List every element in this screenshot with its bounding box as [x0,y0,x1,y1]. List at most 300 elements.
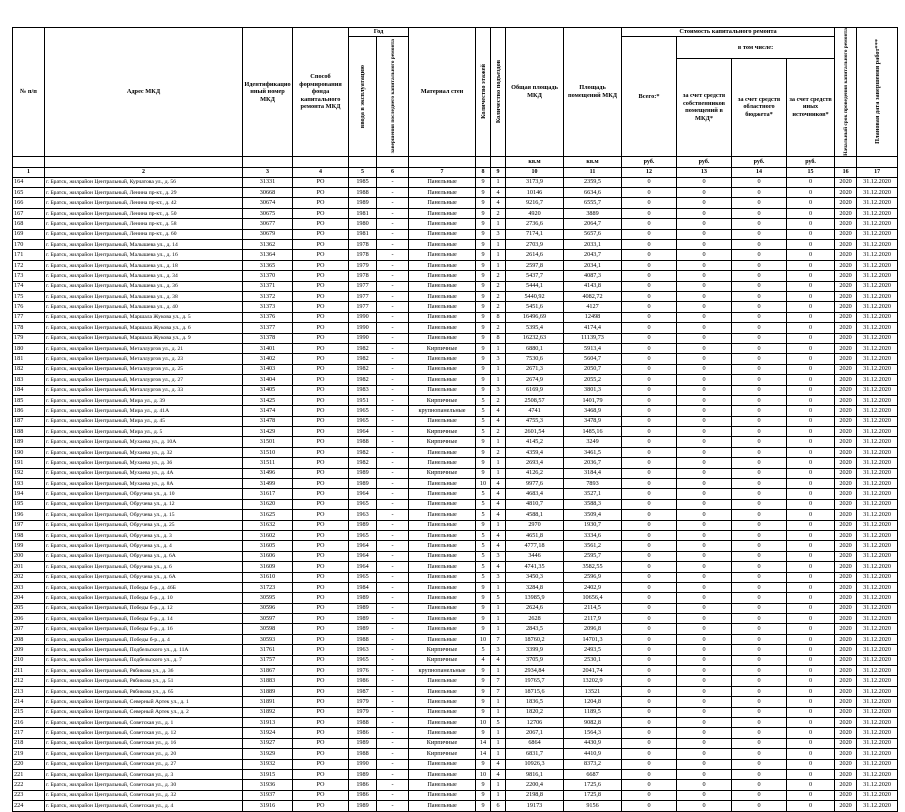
address-cell: г. Братск, жилрайон Центральный, Советская ул., д. 20 [45,749,243,759]
year-repair-cell: - [377,208,409,218]
total-area-cell: 4126,2 [506,468,564,478]
unit-cell: кв.м [506,156,564,167]
column-number-cell: 2 [45,167,243,177]
wall-material-cell: Панельные [409,728,476,738]
unit-cell: руб. [677,156,732,167]
premises-area-cell: 3889 [564,208,622,218]
planned-date-cell: 31.12.2020 [857,572,898,582]
year-repair-cell: - [377,260,409,270]
method-cell: РО [293,458,349,468]
planned-date-cell: 31.12.2020 [857,229,898,239]
cost-owners-cell: 0 [677,364,732,374]
cost-other-cell: 0 [787,676,835,686]
floors-cell: 9 [476,624,491,634]
id-cell: 31617 [243,489,293,499]
cost-total-cell: 0 [622,499,677,509]
year-repair-cell: - [377,614,409,624]
start-year-cell: 2020 [835,593,857,603]
year-repair-cell: - [377,738,409,748]
cost-total-cell: 0 [622,354,677,364]
cost-region-cell: 0 [732,769,787,779]
planned-date-cell: 31.12.2020 [857,343,898,353]
method-cell: РО [293,738,349,748]
floors-cell: 9 [476,302,491,312]
method-cell: РО [293,416,349,426]
total-area-cell: 5440,92 [506,291,564,301]
cost-other-cell: 0 [787,551,835,561]
start-year-cell: 2020 [835,312,857,322]
planned-date-cell: 31.12.2020 [857,302,898,312]
cost-region-cell: 0 [732,354,787,364]
cost-other-cell: 0 [787,666,835,676]
floors-cell: 5 [476,395,491,405]
floors-cell: 9 [476,271,491,281]
column-number-cell: 16 [835,167,857,177]
year-repair-cell: - [377,582,409,592]
cost-other-cell: 0 [787,738,835,748]
id-cell: 30675 [243,208,293,218]
year-commission-cell: 1982 [349,375,377,385]
premises-area-cell: 1189,5 [564,707,622,717]
premises-area-cell: 2117,9 [564,614,622,624]
start-year-cell: 2020 [835,603,857,613]
id-cell: 31331 [243,177,293,187]
cost-owners-cell: 0 [677,240,732,250]
total-area-cell: 10146 [506,188,564,198]
total-area-cell: 2200,4 [506,780,564,790]
premises-area-cell: 4430,9 [564,738,622,748]
cost-region-cell: 0 [732,395,787,405]
method-cell: РО [293,364,349,374]
total-area-cell: 6864 [506,738,564,748]
cost-other-cell: 0 [787,240,835,250]
year-commission-cell: 1982 [349,343,377,353]
table-row [13,666,898,676]
year-repair-cell: - [377,323,409,333]
cost-owners-cell: 0 [677,530,732,540]
wall-material-cell: Панельные [409,624,476,634]
cost-other-cell: 0 [787,510,835,520]
address-cell: г. Братск, жилрайон Центральный, Ленина пр-кт., д. 29 [45,188,243,198]
table-row [13,780,898,790]
total-area-cell: 2970 [506,520,564,530]
floors-cell: 5 [476,645,491,655]
cost-region-cell: 0 [732,416,787,426]
year-repair-cell: - [377,229,409,239]
wall-material-cell: Кирпичные [409,645,476,655]
id-cell: 31609 [243,562,293,572]
row-number: 168 [13,219,45,229]
address-cell: г. Братск, жилрайон Центральный, Обручева ул., д. 4 [45,541,243,551]
address-cell: г. Братск, жилрайон Центральный, Металлургов ул., д. 33 [45,385,243,395]
cost-other-cell: 0 [787,728,835,738]
row-number: 196 [13,510,45,520]
method-cell: РО [293,260,349,270]
planned-date-cell: 31.12.2020 [857,655,898,665]
start-year-cell: 2020 [835,645,857,655]
total-area-cell: 4810,7 [506,499,564,509]
start-year-cell: 2020 [835,406,857,416]
cost-owners-cell: 0 [677,229,732,239]
id-cell: 31429 [243,427,293,437]
column-number-cell: 6 [377,167,409,177]
cost-owners-cell: 0 [677,728,732,738]
cost-other-cell: 0 [787,271,835,281]
row-number: 189 [13,437,45,447]
row-number: 186 [13,406,45,416]
entrances-cell: 1 [491,375,506,385]
year-repair-cell: - [377,728,409,738]
entrances-cell: 4 [491,198,506,208]
cost-total-cell: 0 [622,593,677,603]
year-repair-cell: - [377,416,409,426]
address-cell: г. Братск, жилрайон Центральный, Металлургов ул., д. 23 [45,354,243,364]
cost-owners-cell: 0 [677,302,732,312]
method-cell: РО [293,323,349,333]
method-cell: РО [293,499,349,509]
method-cell: РО [293,801,349,811]
row-number: 170 [13,240,45,250]
total-area-cell: 9977,6 [506,479,564,489]
year-repair-cell: - [377,427,409,437]
table-row [13,686,898,696]
row-number: 175 [13,291,45,301]
wall-material-cell: Панельные [409,614,476,624]
total-area-cell: 3705,9 [506,655,564,665]
floors-cell: 9 [476,364,491,374]
cost-owners-cell: 0 [677,738,732,748]
address-cell: г. Братск, жилрайон Центральный, Мухаева ул., д. 4А [45,468,243,478]
planned-date-cell: 31.12.2020 [857,738,898,748]
entrances-cell: 1 [491,240,506,250]
table-row [13,551,898,561]
planned-date-cell: 31.12.2020 [857,427,898,437]
cost-owners-cell: 0 [677,188,732,198]
planned-date-cell: 31.12.2020 [857,333,898,343]
cost-other-cell: 0 [787,790,835,800]
year-repair-cell: - [377,188,409,198]
cost-owners-cell: 0 [677,458,732,468]
premises-area-cell: 4127 [564,302,622,312]
wall-material-cell: Кирпичные [409,437,476,447]
premises-area-cell: 3561,2 [564,541,622,551]
year-repair-cell: - [377,572,409,582]
start-year-cell: 2020 [835,302,857,312]
planned-date-cell: 31.12.2020 [857,468,898,478]
method-cell: РО [293,281,349,291]
planned-date-cell: 31.12.2020 [857,260,898,270]
cost-region-cell: 0 [732,572,787,582]
method-cell: РО [293,395,349,405]
floors-cell: 9 [476,291,491,301]
cost-other-cell: 0 [787,395,835,405]
wall-material-cell: Панельные [409,634,476,644]
address-cell: г. Братск, жилрайон Центральный, Советская ул., д. 1 [45,718,243,728]
total-area-cell: 7174,1 [506,229,564,239]
address-cell: г. Братск, жилрайон Центральный, Обручева ул., д. 25 [45,520,243,530]
entrances-cell: 1 [491,364,506,374]
premises-area-cell: 6634,6 [564,188,622,198]
cost-total-cell: 0 [622,530,677,540]
cost-owners-cell: 0 [677,468,732,478]
entrances-cell: 2 [491,395,506,405]
method-cell: РО [293,655,349,665]
header-address: Адрес МКД [45,28,243,157]
wall-material-cell: Панельные [409,686,476,696]
table-row [13,291,898,301]
method-cell: РО [293,427,349,437]
id-cell: 31924 [243,728,293,738]
wall-material-cell: Панельные [409,302,476,312]
cost-total-cell: 0 [622,780,677,790]
table-row [13,312,898,322]
year-commission-cell: 1985 [349,177,377,187]
premises-area-cell: 1401,79 [564,395,622,405]
header-cost-total: Всего:* [622,37,677,157]
method-cell: РО [293,468,349,478]
premises-area-cell: 2595,7 [564,551,622,561]
table-row [13,416,898,426]
entrances-cell: 4 [491,530,506,540]
planned-date-cell: 31.12.2020 [857,364,898,374]
cost-region-cell: 0 [732,582,787,592]
row-number: 211 [13,666,45,676]
cost-other-cell: 0 [787,530,835,540]
start-year-cell: 2020 [835,572,857,582]
planned-date-cell: 31.12.2020 [857,177,898,187]
method-cell: РО [293,541,349,551]
start-year-cell: 2020 [835,582,857,592]
year-commission-cell: 1979 [349,707,377,717]
floors-cell: 4 [476,655,491,665]
premises-area-cell: 2034,1 [564,260,622,270]
planned-date-cell: 31.12.2020 [857,281,898,291]
year-commission-cell: 1988 [349,437,377,447]
cost-other-cell: 0 [787,281,835,291]
entrances-cell: 7 [491,634,506,644]
floors-cell: 9 [476,250,491,260]
row-number: 181 [13,354,45,364]
year-commission-cell: 1963 [349,645,377,655]
cost-region-cell: 0 [732,229,787,239]
table-row [13,645,898,655]
cost-owners-cell: 0 [677,219,732,229]
address-cell: г. Братск, жилрайон Центральный, Мухаева ул., д. 36 [45,458,243,468]
wall-material-cell: Панельные [409,271,476,281]
premises-area-cell: 3334,6 [564,530,622,540]
total-area-cell: 4145,2 [506,437,564,447]
row-number: 190 [13,447,45,457]
cost-owners-cell: 0 [677,551,732,561]
cost-owners-cell: 0 [677,707,732,717]
id-cell: 31371 [243,281,293,291]
total-area-cell: 3284,8 [506,582,564,592]
unit-cell [13,156,45,167]
entrances-cell: 1 [491,603,506,613]
floors-cell: 9 [476,666,491,676]
wall-material-cell: крупнопанельные [409,406,476,416]
year-commission-cell: 1984 [349,582,377,592]
method-cell: РО [293,198,349,208]
cost-other-cell: 0 [787,624,835,634]
cost-total-cell: 0 [622,634,677,644]
cost-other-cell: 0 [787,406,835,416]
row-number: 220 [13,759,45,769]
table-row [13,437,898,447]
cost-other-cell: 0 [787,479,835,489]
wall-material-cell: Кирпичные [409,343,476,353]
cost-region-cell: 0 [732,250,787,260]
cost-region-cell: 0 [732,240,787,250]
year-commission-cell: 1978 [349,250,377,260]
start-year-cell: 2020 [835,738,857,748]
start-year-cell: 2020 [835,188,857,198]
cost-total-cell: 0 [622,458,677,468]
cost-owners-cell: 0 [677,614,732,624]
wall-material-cell: Панельные [409,541,476,551]
year-repair-cell: - [377,291,409,301]
planned-date-cell: 31.12.2020 [857,801,898,811]
floors-cell: 10 [476,634,491,644]
year-commission-cell: 1964 [349,551,377,561]
total-area-cell: 2674,9 [506,375,564,385]
unit-cell [835,156,857,167]
id-cell: 31370 [243,271,293,281]
wall-material-cell: Панельные [409,489,476,499]
table-row [13,749,898,759]
address-cell: г. Братск, жилрайон Центральный, Победы б-р., д. 14 [45,614,243,624]
year-repair-cell: - [377,790,409,800]
cost-owners-cell: 0 [677,177,732,187]
year-repair-cell: - [377,437,409,447]
total-area-cell: 9816,1 [506,769,564,779]
cost-other-cell: 0 [787,458,835,468]
year-commission-cell: 1986 [349,780,377,790]
year-commission-cell: 1986 [349,676,377,686]
premises-area-cell: 2036,7 [564,458,622,468]
method-cell: РО [293,406,349,416]
cost-region-cell: 0 [732,406,787,416]
total-area-cell: 4741 [506,406,564,416]
row-number: 180 [13,343,45,353]
id-cell: 31401 [243,343,293,353]
id-cell: 31364 [243,250,293,260]
year-repair-cell: - [377,520,409,530]
wall-material-cell: Панельные [409,375,476,385]
column-number-cell: 5 [349,167,377,177]
planned-date-cell: 31.12.2020 [857,375,898,385]
year-commission-cell: 1965 [349,530,377,540]
table-row [13,468,898,478]
id-cell: 31932 [243,759,293,769]
year-repair-cell: - [377,489,409,499]
cost-owners-cell: 0 [677,593,732,603]
total-area-cell: 3399,9 [506,645,564,655]
cost-owners-cell: 0 [677,676,732,686]
method-cell: РО [293,229,349,239]
year-repair-cell: - [377,406,409,416]
address-cell: г. Братск, жилрайон Центральный, Малышева ул., д. 38 [45,291,243,301]
year-repair-cell: - [377,177,409,187]
total-area-cell: 4755,3 [506,416,564,426]
total-area-cell: 4741,35 [506,562,564,572]
entrances-cell: 1 [491,520,506,530]
planned-date-cell: 31.12.2020 [857,676,898,686]
method-cell: РО [293,177,349,187]
start-year-cell: 2020 [835,250,857,260]
method-cell: РО [293,572,349,582]
column-number-row [13,167,898,177]
row-number: 185 [13,395,45,405]
row-number: 171 [13,250,45,260]
entrances-cell: 1 [491,738,506,748]
total-area-cell: 6831,7 [506,749,564,759]
entrances-cell: 1 [491,749,506,759]
total-area-cell: 5444,1 [506,281,564,291]
method-cell: РО [293,530,349,540]
column-number-cell: 10 [506,167,564,177]
total-area-cell: 2614,6 [506,250,564,260]
year-commission-cell: 1989 [349,769,377,779]
wall-material-cell: Панельные [409,769,476,779]
total-area-cell: 3173,9 [506,177,564,187]
cost-owners-cell: 0 [677,479,732,489]
address-cell: г. Братск, жилрайон Центральный, Малышева ул., д. 34 [45,271,243,281]
method-cell: РО [293,582,349,592]
cost-region-cell: 0 [732,801,787,811]
year-commission-cell: 1965 [349,416,377,426]
row-number: 167 [13,208,45,218]
cost-total-cell: 0 [622,572,677,582]
premises-area-cell: 2041,74 [564,666,622,676]
total-area-cell: 16496,69 [506,312,564,322]
start-year-cell: 2020 [835,790,857,800]
entrances-cell: 5 [491,718,506,728]
method-cell: РО [293,520,349,530]
floors-cell: 9 [476,219,491,229]
total-area-cell: 4651,8 [506,530,564,540]
cost-other-cell: 0 [787,603,835,613]
premises-area-cell: 2096,8 [564,624,622,634]
address-cell: г. Братск, жилрайон Центральный, Подбельского ул., д. 7 [45,655,243,665]
id-cell: 30596 [243,603,293,613]
cost-region-cell: 0 [732,510,787,520]
method-cell: РО [293,250,349,260]
cost-owners-cell: 0 [677,645,732,655]
method-cell: РО [293,634,349,644]
table-row [13,177,898,187]
planned-date-cell: 31.12.2020 [857,458,898,468]
wall-material-cell: Панельные [409,333,476,343]
row-number: 184 [13,385,45,395]
method-cell: РО [293,271,349,281]
row-number: 179 [13,333,45,343]
table-row [13,718,898,728]
method-cell: РО [293,614,349,624]
address-cell: г. Братск, жилрайон Центральный, Малышева ул., д. 36 [45,281,243,291]
cost-other-cell: 0 [787,291,835,301]
wall-material-cell: Панельные [409,718,476,728]
planned-date-cell: 31.12.2020 [857,697,898,707]
row-number: 221 [13,769,45,779]
cost-region-cell: 0 [732,479,787,489]
entrances-cell: 3 [491,385,506,395]
cost-total-cell: 0 [622,489,677,499]
total-area-cell: 18760,2 [506,634,564,644]
start-year-cell: 2020 [835,479,857,489]
wall-material-cell: Панельные [409,354,476,364]
table-row [13,333,898,343]
